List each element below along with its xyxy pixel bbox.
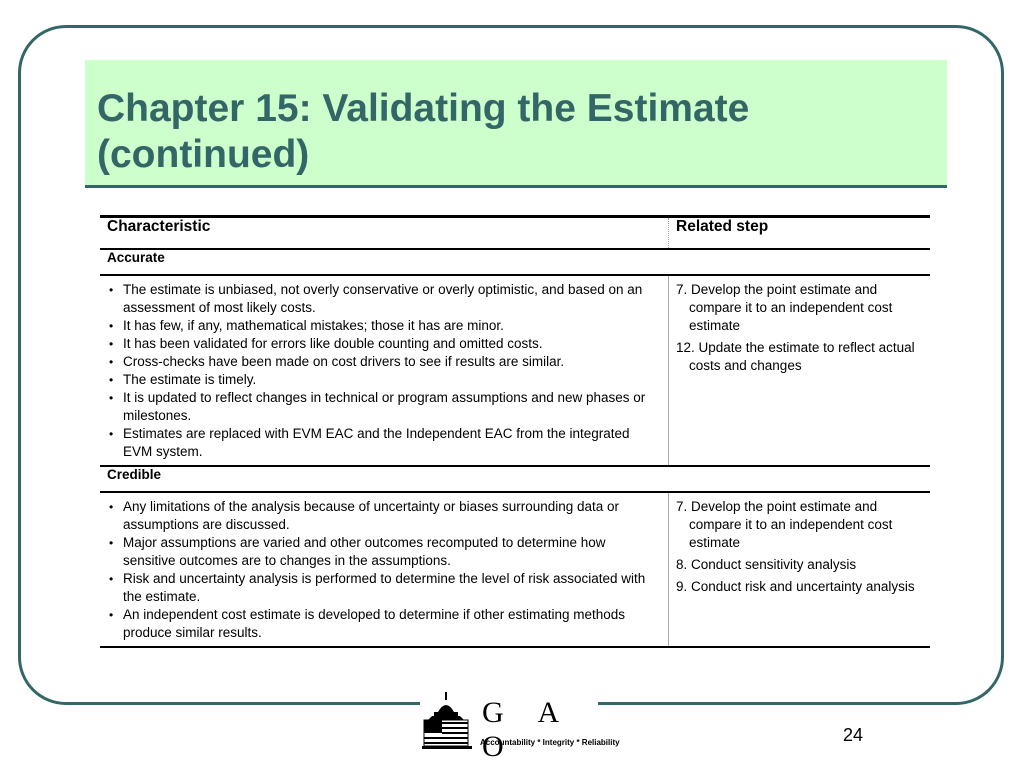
slide-title-line-2: (continued) [97, 133, 310, 176]
slide-title-line-1: Chapter 15: Validating the Estimate [97, 87, 750, 130]
section-label-credible: Credible [100, 466, 930, 492]
characteristic-list [107, 498, 661, 642]
section-row-credible [100, 466, 930, 492]
table-row [100, 492, 930, 647]
section-row-accurate [100, 249, 930, 275]
list-item: • It has been validated for errors like double counting and omitted costs. [109, 336, 543, 351]
list-item: • It has few, if any, mathematical mistakes; those it has are minor. [109, 318, 504, 333]
capitol-dome-icon [420, 690, 480, 750]
characteristic-cell [100, 275, 669, 466]
characteristic-list [107, 281, 661, 461]
list-item: • The estimate is timely. [109, 372, 257, 387]
list-item: • An independent cost estimate is developed to determine if other estimating methods produce similar results. [109, 607, 626, 640]
list-item: 8. Conduct sensitivity analysis [676, 557, 857, 572]
list-item: • Estimates are replaced with EVM EAC and the Independent EAC from the integrated EVM system. [109, 426, 630, 459]
list-item: • It is updated to reflect changes in technical or program assumptions and new phases or milestones. [109, 390, 646, 423]
bullet-icon: • [109, 572, 114, 586]
table-row [100, 275, 930, 466]
related-step-list [676, 281, 923, 375]
logo-tagline: Accountability * Integrity * Reliability [480, 738, 620, 747]
gao-logo [420, 690, 620, 763]
section-label-accurate: Accurate [100, 249, 930, 275]
list-item: 12. Update the estimate to reflect actual costs and changes [676, 340, 915, 373]
bullet-icon: • [109, 536, 114, 550]
list-item: • Any limitations of the analysis because of uncertainty or biases surrounding data or assumptions are discussed. [109, 499, 620, 532]
related-step-cell [669, 492, 931, 647]
list-item: • Risk and uncertainty analysis is performed to determine the level of risk associated with the estimate. [109, 571, 646, 604]
slide-title [97, 86, 749, 178]
characteristics-table [100, 215, 930, 648]
title-banner [85, 60, 947, 188]
list-item: 7. Develop the point estimate and compare it to an independent cost estimate [676, 282, 893, 333]
list-item: 9. Conduct risk and uncertainty analysis [676, 579, 915, 594]
list-item: • The estimate is unbiased, not overly conservative or overly optimistic, and based on an assessment of most likely costs. [109, 282, 643, 315]
bullet-icon: • [109, 283, 114, 297]
bullet-icon: • [109, 337, 114, 351]
table-header-row [100, 217, 930, 250]
related-step-cell [669, 275, 931, 466]
bullet-icon: • [109, 355, 114, 369]
list-item: • Cross-checks have been made on cost drivers to see if results are similar. [109, 354, 565, 369]
bullet-icon: • [109, 319, 114, 333]
list-item: • Major assumptions are varied and other outcomes recomputed to determine how sensitive outcomes are to changes in the assumptions. [109, 535, 606, 568]
related-step-list [676, 498, 923, 596]
bullet-icon: • [109, 608, 114, 622]
list-item: 7. Develop the point estimate and compare it to an independent cost estimate [676, 499, 893, 550]
bullet-icon: • [109, 391, 114, 405]
logo-letters: G A O [482, 696, 572, 763]
bullet-icon: • [109, 373, 114, 387]
bullet-icon: • [109, 500, 114, 514]
page-number: 24 [843, 725, 864, 745]
column-header-related-step: Related step [669, 217, 931, 250]
bullet-icon: • [109, 427, 114, 441]
characteristic-cell [100, 492, 669, 647]
column-header-characteristic: Characteristic [100, 217, 669, 250]
